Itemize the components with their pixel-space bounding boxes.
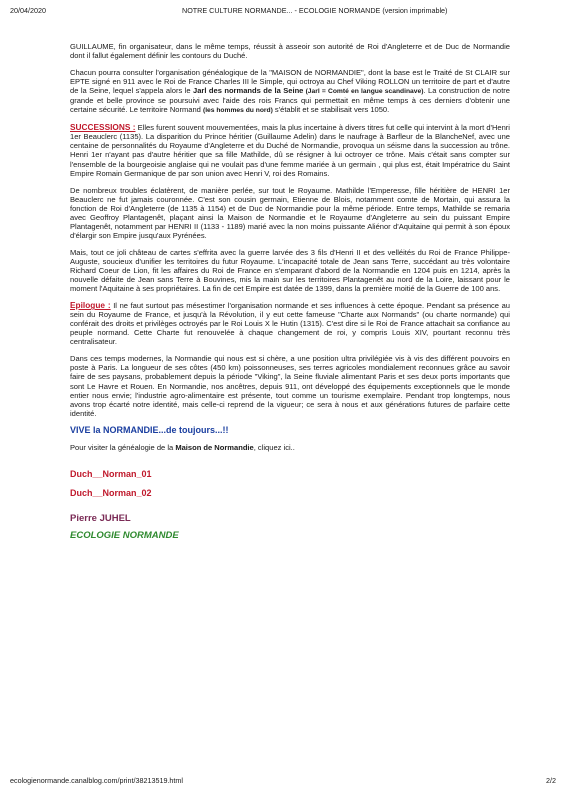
print-header [10, 6, 556, 18]
paragraph-maison-normandie: Chacun pourra consulter l'organisation généalogique de la "MAISON de NORMANDIE", dont la base est le Traité de St CLAIR sur EPTE signé en 911 avec le Roi de France Charles III le Simple, qui octroya au Chef Viking ROLLON un territoire de part et d'autre de la Seine, lequel s'appela alors le Jarl des normands de la Seine (Jarl = Comté en langue scandinave). La construction de notre grande et belle province se poursuivi avec l'aide des rois Francs qui permettait en même temps à ces derniers d'obtenir une certaine sécurité. Le territoire Normand (les hommes du nord) s'établit et se stabilisait vers 1050. [70, 68, 510, 115]
print-date: 20/04/2020 [10, 6, 46, 15]
page-url: ecologienormande.canalblog.com/print/38213519.html [10, 776, 184, 785]
link-duch-norman-01[interactable]: Duch__Norman_01 [70, 468, 152, 479]
jarl-term: Jarl des normands de la Seine [193, 86, 304, 96]
print-title: NOTRE CULTURE NORMANDE... - ECOLOGIE NORMANDE (version imprimable) [182, 6, 448, 15]
paragraph-guillaume: GUILLAUME, fin organisateur, dans le même temps, réussit à asseoir son autorité de Roi d'Angleterre et de Duc de Normandie dont il fallut également définir les contours du Duché. [70, 42, 510, 61]
print-footer [10, 776, 556, 786]
author-name: Pierre JUHEL [70, 512, 131, 524]
paragraph-troubles: De nombreux troubles éclatèrent, de manière perlée, sur tout le Royaume. Mathilde l'Emperesse, fille héritière de HENRI 1er Beauclerc ne fut jamais couronnée. C'est son cousin germain, Etienne de Blois, notamment comte de Mortain, qui assura la fonction de Roi d'Angleterre (de 1135 à 1154) et de Duc de Normandie pour la même période. Entre temps, Mathilde se remaria avec Geoffroy Plantagenêt, plaçant ainsi la Maison de Normandie et le Royaume d'Angleterre au sein du puissant Empire Plantagenêt, notamment par HENRI II (1133 - 1189) marié avec la non moins puissante Aliénor d'Aquitaine qui permit à son époux d'élargir son Empire jusqu'aux Pyrénées. [70, 185, 510, 240]
paragraph-temps-modernes: Dans ces temps modernes, la Normandie qui nous est si chère, a une position ultra privilégiée vis à vis des différent pouvoirs en poste à Paris. La longueur de ses côtes (450 km) poissonneuses, ses terres agricoles mondialement reconnues grâce au savoir faire de ses paysans, probablement depuis la période "Viking", la Seine fluviale alimentant Paris et ses deux ports importants que sont Le Havre et Rouen. En Normandie, nos ancêtres, depuis 911, ont développé des équipements exceptionnels que le monde entier nous envie; l'industrie agro-alimentaire est présente, tout comme un tourisme exemplaire. Pendant trop longtemps, nous avons trop écarté notre identité, mais celle-ci reprend de la vigueur; ce sera à nous et aux générations futures de parfaire cette identité. [70, 354, 510, 418]
genealogy-visit-text: Pour visiter la généalogie de la Maison de Normandie, cliquez ici.. [70, 442, 295, 452]
page-number: 2/2 [546, 776, 556, 785]
vive-normandie-slogan: VIVE la NORMANDIE...de toujours...!! [70, 424, 229, 435]
brand-signature: ECOLOGIE NORMANDE [70, 529, 179, 541]
paragraph-epilogue: Epilogue : Il ne faut surtout pas mésestimer l'organisation normande et ses influences à cette époque. Pendant sa présence au sein du Royaume de France, et jusqu'à la Révolution, il y eut cette fameuse "Charte aux Normands" (ou charte normande) qui conférait des droits et privilèges octroyés par le Roi Louis X le Hutin (1315). C'est dire si le Roi de France attachait sa confiance au peuple normand. Cette Charte fut renouvelée à chaque changement de roi, y compris Louis XIV, pourtant reconnu très centralisateur. [70, 300, 510, 347]
paragraph-successions: SUCCESSIONS : Elles furent souvent mouvementées, mais la plus incertaine à divers titres fut celle qui intervint à la mort d'Henri 1er Beauclerc (1135). La disparition du Prince héritier (Guillaume Adelin) dans le naufrage à Barfleur de la BlancheNef, avec une centaine de personnalités du Royaume d'Angleterre et du Duché de Normandie, provoqua un séisme dans la succession au trône. Henri 1er n'ayant pas d'autre héritier que sa fille Mathilde, dû se résigner à lui octroyer ce trône. Mais c'était sans compter sur l'ensemble de la bourgeoisie anglaise qui ne voulait pas d'une femme mariée à un germain , qui plus est, était Impératrice du Saint Empire Romain Germanique de par son union avec Henri V, roi des Romains. [70, 122, 510, 178]
link-duch-norman-02[interactable]: Duch__Norman_02 [70, 487, 152, 498]
paragraph-chateau-de-cartes: Mais, tout ce joli château de cartes s'effrita avec la guerre larvée des 3 fils d'Henri II et des velléités du Roi de France Philippe-Auguste, soucieux d'unifier les territoires du futur Royaume. L'incapacité totale de Jean sans Terre, succédant au très volontaire Richard Coeur de Lion, fit les affaires du Roi de France en s'emparant d'abord de la Normandie en 1204 puis en 1214, après la nouvelle défaite de Jean sans Terre à Bouvines, mis la main sur les territoires Plantagenêt au nord de la Loire, laissant pour le moment l'Aquitaine à ses propriétaires. La fin de cet Empire est datée de 1399, dans la première moitié de la Guerre de 100 ans. [70, 247, 510, 294]
epilogue-label: Epilogue : [70, 300, 111, 311]
article-body [70, 42, 510, 540]
successions-label: SUCCESSIONS : [70, 122, 136, 133]
